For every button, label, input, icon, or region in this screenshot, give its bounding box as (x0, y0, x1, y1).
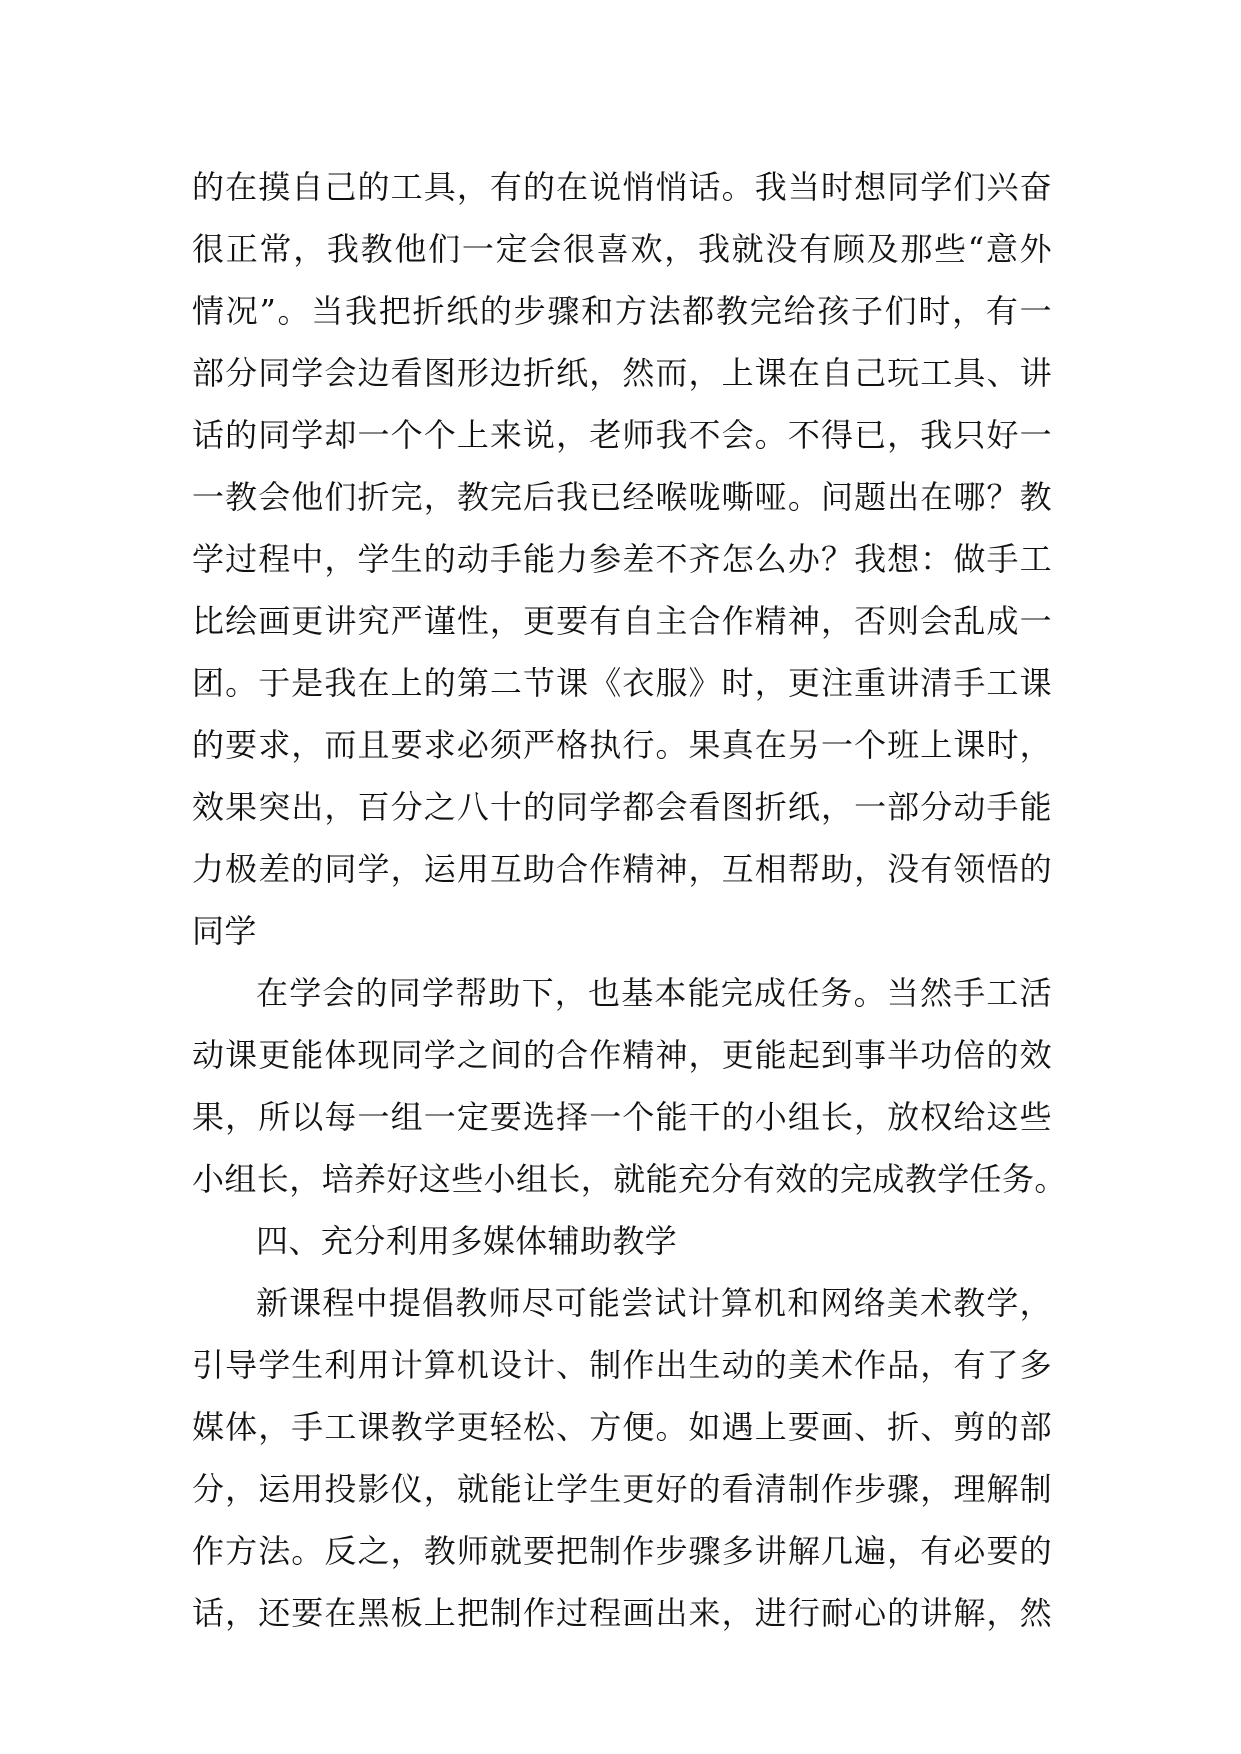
text-line: 效果突出，百分之八十的同学都会看图折纸，一部分动手能 (192, 788, 1052, 826)
text-line: 果，所以每一组一定要选择一个能干的小组长，放权给这些 (192, 1098, 1052, 1136)
text-line: 比绘画更讲究严谨性，更要有自主合作精神，否则会乱成一 (192, 602, 1052, 640)
text-line: 一教会他们折完，教完后我已经喉咙嘶哑。问题出在哪？教 (192, 478, 1052, 516)
text-line: 作方法。反之，教师就要把制作步骤多讲解几遍，有必要的 (192, 1532, 1052, 1570)
text-line: 部分同学会边看图形边折纸，然而，上课在自己玩工具、讲 (192, 354, 1052, 392)
text-line: 话，还要在黑板上把制作过程画出来，进行耐心的讲解，然 (192, 1594, 1052, 1632)
text-line: 很正常，我教他们一定会很喜欢，我就没有顾及那些“意外 (192, 230, 1052, 268)
text-line: 的要求，而且要求必须严格执行。果真在另一个班上课时， (192, 726, 1052, 764)
text-line: 的在摸自己的工具，有的在说悄悄话。我当时想同学们兴奋 (192, 168, 1052, 206)
text-line: 学过程中，学生的动手能力参差不齐怎么办？我想：做手工 (192, 540, 1052, 578)
text-line-paragraph-end: 同学 (192, 912, 257, 950)
text-line: 力极差的同学，运用互助合作精神，互相帮助，没有领悟的 (192, 850, 1052, 888)
text-line: 媒体，手工课教学更轻松、方便。如遇上要画、折、剪的部 (192, 1408, 1052, 1446)
section-heading: 四、充分利用多媒体辅助教学 (256, 1222, 678, 1260)
text-line: 情况”。当我把折纸的步骤和方法都教完给孩子们时，有一 (192, 292, 1052, 330)
text-line: 引导学生利用计算机设计、制作出生动的美术作品，有了多 (192, 1346, 1052, 1384)
text-line: 分，运用投影仪，就能让学生更好的看清制作步骤，理解制 (192, 1470, 1052, 1508)
paragraph-start-line: 在学会的同学帮助下，也基本能完成任务。当然手工活 (256, 974, 1052, 1012)
text-line: 团。于是我在上的第二节课《衣服》时，更注重讲清手工课 (192, 664, 1052, 702)
text-line: 小组长，培养好这些小组长，就能充分有效的完成教学任务。 (192, 1160, 1067, 1198)
text-line: 动课更能体现同学之间的合作精神，更能起到事半功倍的效 (192, 1036, 1052, 1074)
text-line: 话的同学却一个个上来说，老师我不会。不得已，我只好一 (192, 416, 1052, 454)
paragraph-start-line: 新课程中提倡教师尽可能尝试计算机和网络美术教学， (256, 1284, 1052, 1322)
